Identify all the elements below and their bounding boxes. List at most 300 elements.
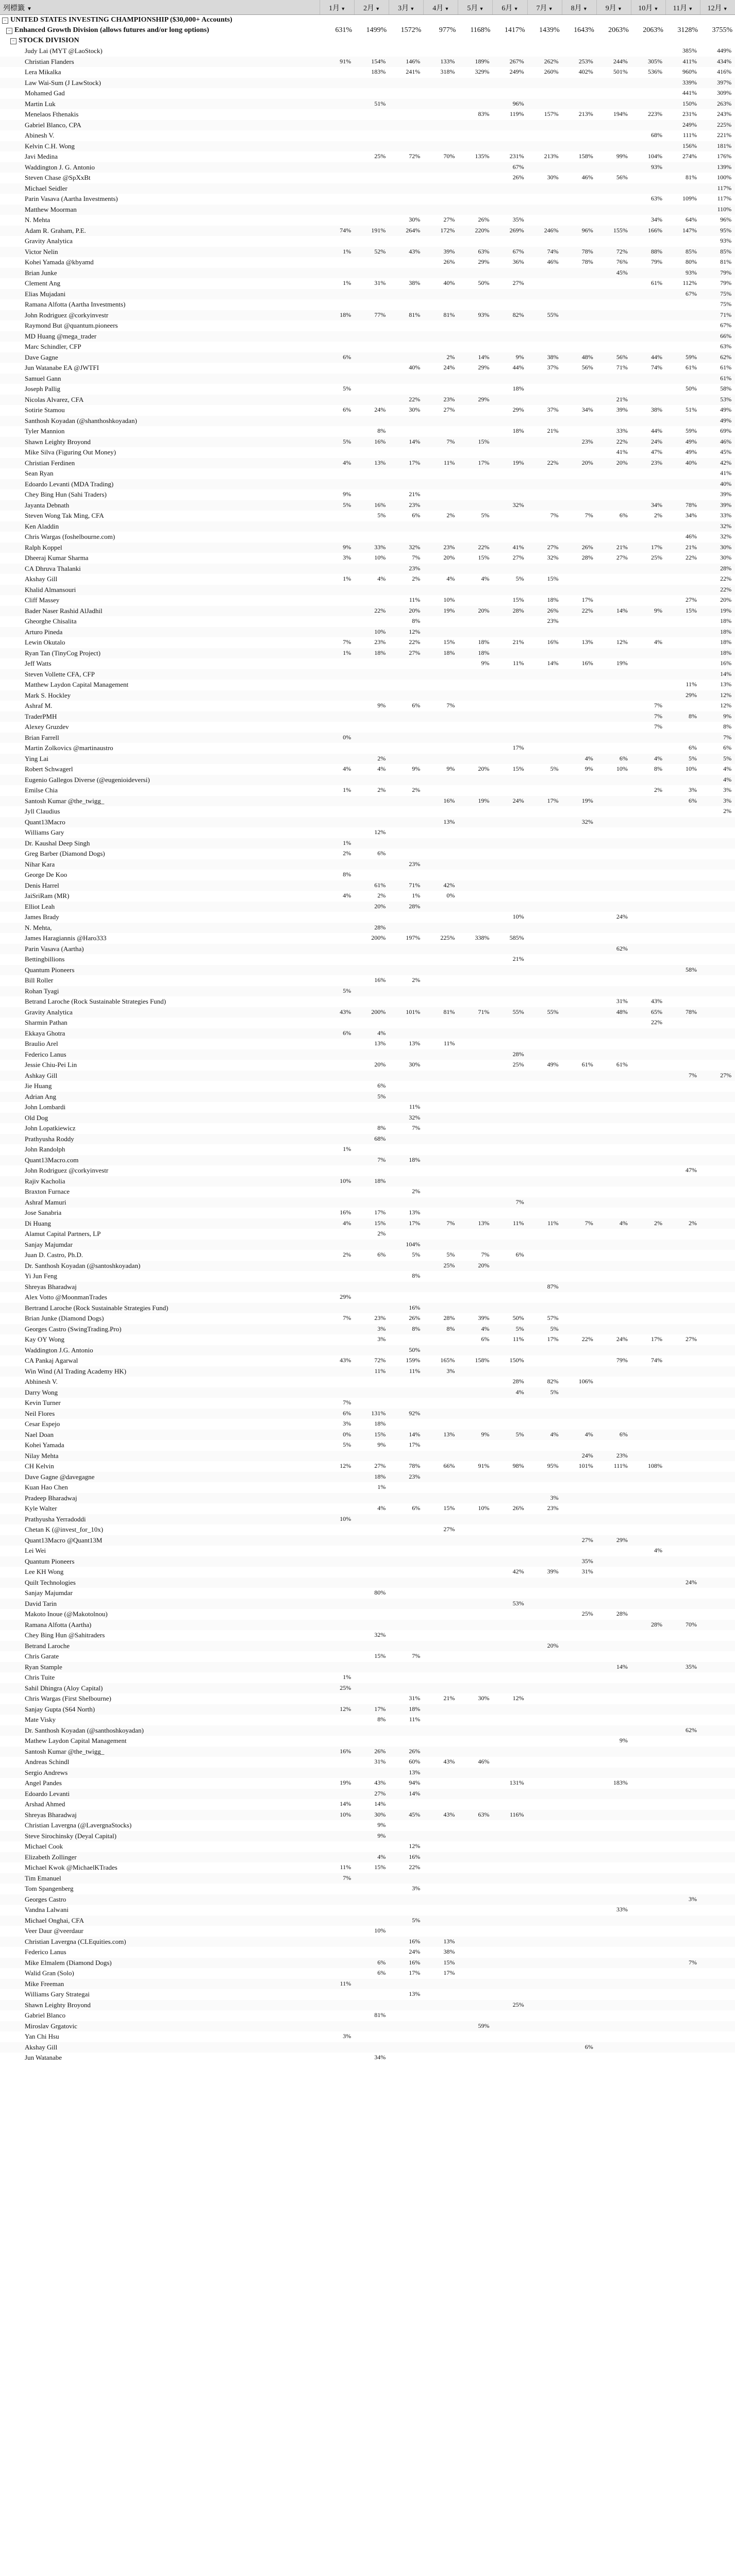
- table-row[interactable]: [0, 1535, 735, 1546]
- value-cell: 37%: [547, 406, 559, 413]
- table-row[interactable]: [0, 722, 735, 733]
- table-row[interactable]: [0, 616, 735, 627]
- table-row[interactable]: [0, 1261, 735, 1272]
- value-cell: [700, 1862, 734, 1873]
- table-row[interactable]: [0, 1662, 735, 1673]
- table-row[interactable]: [0, 637, 735, 648]
- value-cell: [423, 944, 458, 955]
- table-row[interactable]: [0, 1451, 735, 1462]
- value-cell: [527, 1398, 562, 1409]
- value-cell: [423, 1334, 458, 1345]
- month-header[interactable]: [700, 0, 734, 14]
- table-row[interactable]: [0, 1641, 735, 1652]
- table-row[interactable]: [0, 2010, 735, 2021]
- table-row[interactable]: [0, 2042, 735, 2053]
- table-row[interactable]: [0, 532, 735, 543]
- table-row[interactable]: [0, 489, 735, 500]
- value-cell: [631, 1028, 665, 1039]
- chevron-down-icon[interactable]: ▼: [27, 6, 32, 12]
- month-header[interactable]: [389, 0, 423, 14]
- table-row[interactable]: [0, 352, 735, 363]
- chevron-down-icon[interactable]: ▼: [616, 6, 622, 11]
- table-row[interactable]: [0, 299, 735, 310]
- table-row[interactable]: [0, 1683, 735, 1694]
- value-cell: [492, 1630, 527, 1641]
- table-row[interactable]: [0, 1937, 735, 1947]
- collapse-toggle-icon[interactable]: −: [10, 38, 16, 44]
- table-row[interactable]: [0, 257, 735, 268]
- value-cell: [700, 1271, 734, 1282]
- table-row[interactable]: [0, 1324, 735, 1335]
- table-row[interactable]: [0, 690, 735, 701]
- value-cell: [320, 426, 354, 437]
- row-label: Nicolas Alvarez, CFA: [25, 395, 84, 403]
- value-cell: [423, 1578, 458, 1588]
- table-row[interactable]: [0, 1155, 735, 1166]
- chevron-down-icon[interactable]: ▼: [409, 6, 415, 11]
- value-cell: 28%: [374, 923, 386, 931]
- table-row[interactable]: [0, 923, 735, 934]
- table-row[interactable]: [0, 1704, 735, 1715]
- table-row[interactable]: [0, 395, 735, 405]
- table-row[interactable]: [0, 1905, 735, 1916]
- table-row[interactable]: [0, 1366, 735, 1377]
- value-cell: [562, 1799, 596, 1810]
- table-row[interactable]: [0, 320, 735, 331]
- table-row[interactable]: [0, 1789, 735, 1800]
- table-row[interactable]: [0, 1725, 735, 1736]
- value-cell: [458, 405, 492, 416]
- table-row[interactable]: [0, 310, 735, 321]
- group-row[interactable]: [0, 25, 735, 36]
- value-cell: [596, 891, 631, 902]
- table-row[interactable]: [0, 1620, 735, 1631]
- value-cell: [665, 1123, 700, 1134]
- table-row[interactable]: [0, 331, 735, 342]
- value-cell: 43%: [374, 1779, 386, 1786]
- chevron-down-icon[interactable]: ▼: [547, 6, 553, 11]
- table-row[interactable]: [0, 1747, 735, 1757]
- table-row[interactable]: [0, 1799, 735, 1810]
- table-row[interactable]: [0, 1387, 735, 1398]
- table-row[interactable]: [0, 1039, 735, 1049]
- table-row[interactable]: [0, 173, 735, 183]
- table-row[interactable]: [0, 775, 735, 786]
- value-cell: 12%: [409, 628, 421, 635]
- table-row[interactable]: [0, 891, 735, 902]
- value-cell: [665, 733, 700, 743]
- row-label: David Tarin: [25, 1599, 57, 1607]
- table-row[interactable]: [0, 1334, 735, 1345]
- table-row[interactable]: [0, 870, 735, 880]
- chevron-down-icon[interactable]: ▼: [581, 6, 588, 11]
- table-row[interactable]: [0, 1831, 735, 1842]
- table-row[interactable]: [0, 88, 735, 99]
- chevron-down-icon[interactable]: ▼: [443, 6, 449, 11]
- chevron-down-icon[interactable]: ▼: [687, 6, 693, 11]
- table-row[interactable]: [0, 838, 735, 849]
- value-cell: [389, 680, 423, 690]
- value-cell: 4%: [481, 575, 490, 582]
- table-row[interactable]: [0, 1672, 735, 1683]
- table-row[interactable]: [0, 458, 735, 469]
- table-row[interactable]: [0, 1609, 735, 1620]
- collapse-toggle-icon[interactable]: −: [6, 28, 12, 34]
- table-row[interactable]: [0, 658, 735, 669]
- table-row[interactable]: [0, 1630, 735, 1641]
- table-row[interactable]: [0, 426, 735, 437]
- table-row[interactable]: [0, 2031, 735, 2042]
- table-row[interactable]: [0, 1588, 735, 1599]
- table-row[interactable]: [0, 806, 735, 817]
- value-cell: 5%: [481, 512, 490, 519]
- table-row[interactable]: [0, 1197, 735, 1208]
- table-row[interactable]: [0, 1968, 735, 1979]
- table-row[interactable]: [0, 1578, 735, 1588]
- table-row[interactable]: [0, 1852, 735, 1863]
- chevron-down-icon[interactable]: ▼: [653, 6, 659, 11]
- value-cell: 27%: [443, 1526, 455, 1533]
- value-cell: 5%: [377, 1092, 386, 1100]
- table-row[interactable]: [0, 669, 735, 680]
- table-row[interactable]: [0, 1461, 735, 1472]
- table-row[interactable]: [0, 57, 735, 67]
- table-row[interactable]: [0, 1123, 735, 1134]
- table-row[interactable]: [0, 1355, 735, 1366]
- table-row[interactable]: [0, 194, 735, 205]
- table-row[interactable]: [0, 1736, 735, 1747]
- value-cell: [423, 912, 458, 923]
- value-cell: [458, 1060, 492, 1071]
- month-header[interactable]: [354, 0, 389, 14]
- table-row[interactable]: [0, 1810, 735, 1821]
- table-row[interactable]: [0, 1049, 735, 1060]
- table-row[interactable]: [0, 849, 735, 859]
- table-row[interactable]: [0, 1979, 735, 1990]
- table-row[interactable]: [0, 975, 735, 986]
- table-row[interactable]: [0, 162, 735, 173]
- table-row[interactable]: [0, 363, 735, 374]
- table-row[interactable]: [0, 1271, 735, 1282]
- table-row[interactable]: [0, 1472, 735, 1483]
- table-row[interactable]: [0, 1430, 735, 1440]
- table-row[interactable]: [0, 1187, 735, 1197]
- table-row[interactable]: [0, 447, 735, 458]
- table-row[interactable]: [0, 268, 735, 279]
- table-row[interactable]: [0, 278, 735, 289]
- table-row[interactable]: [0, 1071, 735, 1081]
- table-row[interactable]: [0, 1916, 735, 1926]
- value-cell: [527, 1873, 562, 1884]
- value-cell: [458, 733, 492, 743]
- table-row[interactable]: [0, 479, 735, 490]
- table-row[interactable]: [0, 511, 735, 521]
- table-row[interactable]: [0, 627, 735, 638]
- month-header[interactable]: [320, 0, 354, 14]
- table-row[interactable]: [0, 130, 735, 141]
- month-header[interactable]: [527, 0, 562, 14]
- table-row[interactable]: [0, 2021, 735, 2032]
- value-cell: [458, 690, 492, 701]
- table-row[interactable]: [0, 120, 735, 131]
- table-row[interactable]: [0, 468, 735, 479]
- table-row[interactable]: [0, 1873, 735, 1884]
- value-cell: [458, 1715, 492, 1725]
- table-row[interactable]: [0, 965, 735, 976]
- table-row[interactable]: [0, 1556, 735, 1567]
- table-row[interactable]: [0, 67, 735, 78]
- value-cell: [700, 1292, 734, 1303]
- table-row[interactable]: [0, 2000, 735, 2011]
- table-row[interactable]: [0, 827, 735, 838]
- table-row[interactable]: [0, 289, 735, 300]
- table-row[interactable]: [0, 1007, 735, 1018]
- table-row[interactable]: [0, 109, 735, 120]
- chevron-down-icon[interactable]: ▼: [512, 6, 519, 11]
- value-cell: [423, 99, 458, 110]
- value-cell: [423, 1409, 458, 1419]
- table-row[interactable]: [0, 1894, 735, 1905]
- table-row[interactable]: [0, 215, 735, 226]
- table-row[interactable]: [0, 764, 735, 775]
- row-label: Gabriel Blanco, CPA: [25, 121, 81, 129]
- value-cell: [458, 447, 492, 458]
- table-row[interactable]: [0, 1292, 735, 1303]
- month-header[interactable]: [458, 0, 492, 14]
- value-cell: 67%: [686, 290, 697, 297]
- table-row[interactable]: [0, 384, 735, 395]
- value-cell: [596, 46, 631, 57]
- table-row[interactable]: [0, 585, 735, 596]
- value-cell: 75%: [720, 290, 732, 297]
- month-headers: [320, 0, 734, 14]
- table-row[interactable]: [0, 342, 735, 352]
- value-cell: [665, 395, 700, 405]
- table-row[interactable]: [0, 1208, 735, 1218]
- table-row[interactable]: [0, 711, 735, 722]
- table-row[interactable]: [0, 1092, 735, 1103]
- table-row[interactable]: [0, 1493, 735, 1504]
- table-row[interactable]: [0, 1989, 735, 2000]
- table-row[interactable]: [0, 1134, 735, 1145]
- table-row[interactable]: [0, 1862, 735, 1873]
- group-row[interactable]: [0, 15, 735, 25]
- row-label: Jeff Watts: [25, 659, 52, 667]
- value-cell: [458, 1873, 492, 1884]
- month-header[interactable]: [596, 0, 631, 14]
- table-row[interactable]: [0, 1218, 735, 1229]
- table-row[interactable]: [0, 1345, 735, 1356]
- table-row[interactable]: [0, 521, 735, 532]
- table-row[interactable]: [0, 1926, 735, 1937]
- value-cell: [631, 1884, 665, 1894]
- table-row[interactable]: [0, 733, 735, 743]
- table-row[interactable]: [0, 1398, 735, 1409]
- table-row[interactable]: [0, 236, 735, 247]
- table-row[interactable]: [0, 1081, 735, 1092]
- table-row[interactable]: [0, 785, 735, 796]
- table-row[interactable]: [0, 226, 735, 236]
- value-cell: 15%: [443, 638, 455, 646]
- table-row[interactable]: [0, 1102, 735, 1113]
- table-row[interactable]: [0, 1958, 735, 1969]
- table-row[interactable]: [0, 78, 735, 89]
- value-cell: [423, 1715, 458, 1725]
- value-cell: 27%: [374, 1789, 386, 1797]
- value-cell: [423, 1229, 458, 1240]
- month-header[interactable]: [665, 0, 700, 14]
- collapse-toggle-icon[interactable]: −: [2, 18, 8, 24]
- table-row[interactable]: [0, 1409, 735, 1419]
- month-header[interactable]: [492, 0, 527, 14]
- table-row[interactable]: [0, 648, 735, 659]
- value-cell: [700, 1398, 734, 1409]
- table-row[interactable]: [0, 986, 735, 997]
- table-row[interactable]: [0, 1240, 735, 1250]
- table-row[interactable]: [0, 151, 735, 162]
- table-row[interactable]: [0, 743, 735, 754]
- table-row[interactable]: [0, 954, 735, 965]
- table-row[interactable]: [0, 912, 735, 923]
- table-row[interactable]: [0, 1514, 735, 1525]
- table-row[interactable]: [0, 2053, 735, 2063]
- table-row[interactable]: [0, 1567, 735, 1578]
- table-row[interactable]: [0, 205, 735, 215]
- table-row[interactable]: [0, 141, 735, 152]
- value-cell: [458, 1609, 492, 1620]
- table-row[interactable]: [0, 564, 735, 574]
- table-row[interactable]: [0, 543, 735, 553]
- table-row[interactable]: [0, 1377, 735, 1387]
- value-cell: [423, 806, 458, 817]
- table-row[interactable]: [0, 1113, 735, 1124]
- table-row[interactable]: [0, 1165, 735, 1176]
- table-row[interactable]: [0, 405, 735, 416]
- table-row[interactable]: [0, 1282, 735, 1293]
- chevron-down-icon[interactable]: ▼: [339, 6, 346, 11]
- value-cell: [596, 1947, 631, 1958]
- table-row[interactable]: [0, 1651, 735, 1662]
- value-cell: [320, 1736, 354, 1747]
- table-row[interactable]: [0, 1176, 735, 1187]
- table-row[interactable]: [0, 1503, 735, 1514]
- value-cell: [458, 1071, 492, 1081]
- chevron-down-icon[interactable]: ▼: [374, 6, 380, 11]
- group-row[interactable]: [0, 36, 735, 46]
- value-cell: 6%: [481, 1335, 490, 1343]
- table-row[interactable]: [0, 996, 735, 1007]
- table-row[interactable]: [0, 1303, 735, 1314]
- table-row[interactable]: [0, 1313, 735, 1324]
- table-row[interactable]: [0, 1060, 735, 1071]
- value-cell: [354, 1693, 389, 1704]
- month-header[interactable]: [562, 0, 596, 14]
- value-cell: [700, 986, 734, 997]
- table-row[interactable]: [0, 500, 735, 511]
- table-row[interactable]: [0, 574, 735, 585]
- value-cell: 263%: [717, 99, 732, 107]
- value-cell: [320, 701, 354, 711]
- table-row[interactable]: [0, 933, 735, 944]
- value-cell: 18%: [374, 1420, 386, 1427]
- value-cell: [700, 1651, 734, 1662]
- table-row[interactable]: [0, 1250, 735, 1261]
- row-label: Matthew Moorman: [25, 205, 77, 213]
- value-cell: [492, 754, 527, 765]
- table-row[interactable]: [0, 1715, 735, 1725]
- value-cell: [423, 669, 458, 680]
- table-row[interactable]: [0, 796, 735, 807]
- table-row[interactable]: [0, 437, 735, 448]
- value-cell: 23%: [616, 1451, 628, 1459]
- value-cell: [389, 1630, 423, 1641]
- value-cell: 15%: [374, 1652, 386, 1659]
- table-row[interactable]: [0, 701, 735, 711]
- table-row[interactable]: [0, 1778, 735, 1789]
- value-cell: [700, 1419, 734, 1430]
- table-row[interactable]: [0, 1229, 735, 1240]
- month-header[interactable]: [423, 0, 458, 14]
- value-cell: 4%: [515, 1388, 524, 1396]
- table-row[interactable]: [0, 1028, 735, 1039]
- column-labels-header[interactable]: [0, 0, 320, 14]
- table-row[interactable]: [0, 880, 735, 891]
- table-row[interactable]: [0, 1757, 735, 1768]
- value-cell: [596, 1313, 631, 1324]
- table-row[interactable]: [0, 1546, 735, 1556]
- chevron-down-icon[interactable]: ▼: [478, 6, 484, 11]
- table-row[interactable]: [0, 1419, 735, 1430]
- table-row[interactable]: [0, 944, 735, 955]
- table-row[interactable]: [0, 1599, 735, 1609]
- table-row[interactable]: [0, 46, 735, 57]
- table-row[interactable]: [0, 247, 735, 258]
- table-row[interactable]: [0, 1144, 735, 1155]
- table-row[interactable]: [0, 1482, 735, 1493]
- table-row[interactable]: [0, 595, 735, 606]
- chevron-down-icon[interactable]: ▼: [722, 6, 728, 11]
- value-cell: 18%: [443, 649, 455, 656]
- table-row[interactable]: [0, 680, 735, 690]
- table-row[interactable]: [0, 606, 735, 617]
- table-row[interactable]: [0, 1768, 735, 1778]
- table-row[interactable]: [0, 1820, 735, 1831]
- value-cell: [631, 1736, 665, 1747]
- table-row[interactable]: [0, 1524, 735, 1535]
- table-row[interactable]: [0, 183, 735, 194]
- table-row[interactable]: [0, 1947, 735, 1958]
- table-row[interactable]: [0, 754, 735, 765]
- value-cell: 28%: [616, 1610, 628, 1617]
- table-row[interactable]: [0, 817, 735, 828]
- value-cell: 50%: [409, 1346, 421, 1353]
- table-row[interactable]: [0, 859, 735, 870]
- table-row[interactable]: [0, 1693, 735, 1704]
- table-row[interactable]: [0, 902, 735, 912]
- table-row[interactable]: [0, 553, 735, 564]
- table-row[interactable]: [0, 416, 735, 427]
- table-row[interactable]: [0, 374, 735, 384]
- table-row[interactable]: [0, 1841, 735, 1852]
- month-header[interactable]: [631, 0, 665, 14]
- table-row[interactable]: [0, 1884, 735, 1894]
- value-cell: [527, 1683, 562, 1694]
- row-label: Christian Flanders: [25, 57, 74, 65]
- row-label: Dr. Santhosh Koyadan (@santhoshkoyadan): [25, 1726, 144, 1734]
- table-row[interactable]: [0, 1440, 735, 1451]
- table-row[interactable]: [0, 1018, 735, 1028]
- table-row[interactable]: [0, 99, 735, 110]
